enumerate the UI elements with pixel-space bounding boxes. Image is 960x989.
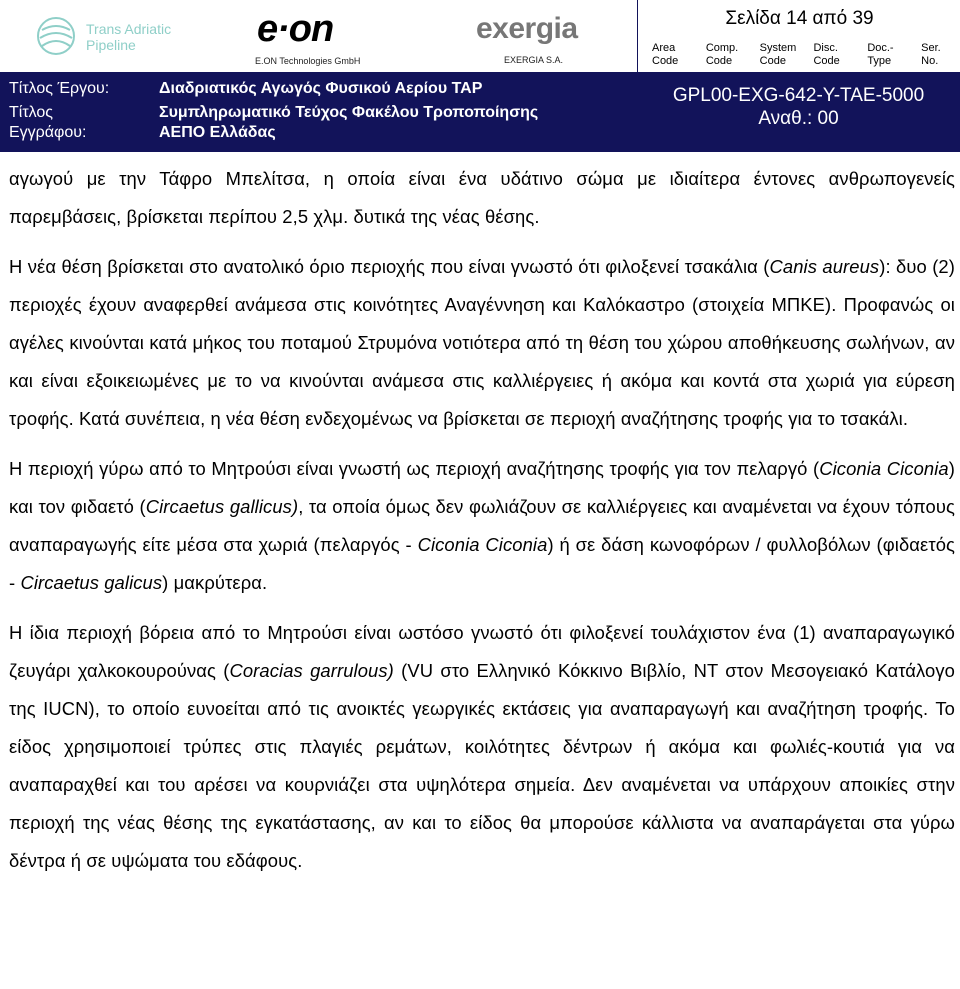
tap-line2: Pipeline xyxy=(86,37,136,53)
revision: Αναθ.: 00 xyxy=(758,108,839,129)
code-header-doctype: Doc.- Type xyxy=(867,42,894,67)
document-header xyxy=(0,0,960,152)
code-header-system: System Code xyxy=(759,42,797,67)
document-code: GPL00-EXG-642-Y-TAE-5000 xyxy=(672,85,925,106)
code-header-disc: Disc. Code xyxy=(813,42,840,67)
paragraph-2: Η νέα θέση βρίσκεται στο ανατολικό όριο περιοχής που είναι γνωστό ότι φιλοξενεί τσακάλια (Canis aureus): δυο (2) περιοχές έχουν αναφερθεί ανάμεσα στις κοινότητες Αναγέννηση και Καλόκαστρο (στοιχεία ΜΠΚΕ). Προφανώς οι αγέλες κινούνται κατά μήκος του ποταμού Στρυμόνα νοτιότερα από τη θέση του χώρου αποθήκευσης σωλήνων, αν και είναι εξοικειωμένες με το να κινούνται ανάμεσα στις καλλιέργειες ή ακόμα και κοντά στα χωριά για εύρεση τροφής. Κατά συνέπεια, η νέα θέση ενδεχομένως να βρίσκεται σε περιοχή αναζήτησης τροφής για το τσακάλι. xyxy=(9,256,955,429)
paragraph-1: αγωγού με την Τάφρο Μπελίτσα, η οποία είναι ένα υδάτινο σώμα με ιδιαίτερα έντονες ανθρωπογενείς παρεμβάσεις, βρίσκεται περίπου 2,5 χλμ. δυτικά της νέας θέσης. xyxy=(9,168,955,227)
eon-logo xyxy=(255,10,395,66)
tap-emblem-icon xyxy=(36,16,76,56)
code-header-serno: Ser. No. xyxy=(921,42,941,67)
eon-wordmark: e·on xyxy=(257,8,334,50)
document-code-block xyxy=(637,84,960,130)
tap-logo-text xyxy=(86,21,171,53)
code-headers xyxy=(638,42,960,68)
exergia-wordmark: exergia xyxy=(476,12,578,45)
document-meta-box xyxy=(637,0,960,72)
exergia-subtitle: EXERGIA S.A. xyxy=(504,55,564,65)
code-header-comp: Comp. Code xyxy=(705,42,739,67)
exergia-logo xyxy=(476,12,596,68)
project-title: Διαδριατικός Αγωγός Φυσικού Αερίου TAP xyxy=(159,80,483,97)
doc-title-2: ΑΕΠΟ Ελλάδας xyxy=(159,124,276,141)
tap-line1: Trans Adriatic xyxy=(86,21,172,37)
doc-label-1: Τίτλος xyxy=(9,104,54,121)
doc-label-2: Εγγράφου: xyxy=(9,124,87,141)
paragraph-4: Η ίδια περιοχή βόρεια από το Μητρούσι είναι ωστόσο γνωστό ότι φιλοξενεί τουλάχιστον ένα (1) αναπαραγωγικό ζευγάρι χαλκοκουρούνας (Coracias garrulous) (VU στο Ελληνικό Κόκκινο Βιβλίο, NT στον Μεσογειακό Κατάλογο της IUCN), το οποίο ευνοείται από τις ανοικτές γεωργικές εκτάσεις για αναπαραγωγή και αναζήτηση τροφής. Το είδος χρησιμοποιεί τρύπες στις πλαγιές ρεμάτων, κοιλότητες δέντρων ή ακόμα και φωλιές-κουτιά για να αναπαραχθεί και του αρέσει να κουρνιάζει στα υψηλότερα σημεία. Δεν αναμένεται να υπάρχουν αποικίες στην περιοχή της νέας θέσης της εγκατάστασης, αν και το είδος θα μπορούσε κάλλιστα να αναπαράγεται στα γύρω δέντρα ή σε υψώματα του εδάφους. xyxy=(9,622,955,871)
doc-title-1: Συμπληρωματικό Τεύχος Φακέλου Τροποποίησης xyxy=(159,104,539,121)
paragraph-3: Η περιοχή γύρω από το Μητρούσι είναι γνωστή ως περιοχή αναζήτησης τροφής για τον πελαργό (Ciconia Ciconia) και τον φιδαετό (Circaetus gallicus), τα οποία όμως δεν φωλιάζουν σε καλλιέργειες και αναμένεται να έχουν τόπους αναπαραγωγής είτε μέσα στα χωριά (πελαργός - Ciconia Ciconia) ή σε δάση κωνοφόρων / φυλλοβόλων (φιδαετός - Circaetus galicus) μακρύτερα. xyxy=(9,458,955,593)
code-header-area: Area Code xyxy=(652,42,679,67)
document-body xyxy=(9,160,955,880)
logo-strip xyxy=(0,0,637,72)
page-number: Σελίδα 14 από 39 xyxy=(725,8,874,29)
project-label: Τίτλος Έργου: xyxy=(9,80,110,97)
tap-logo xyxy=(36,12,186,62)
eon-subtitle: E.ON Technologies GmbH xyxy=(255,56,361,66)
